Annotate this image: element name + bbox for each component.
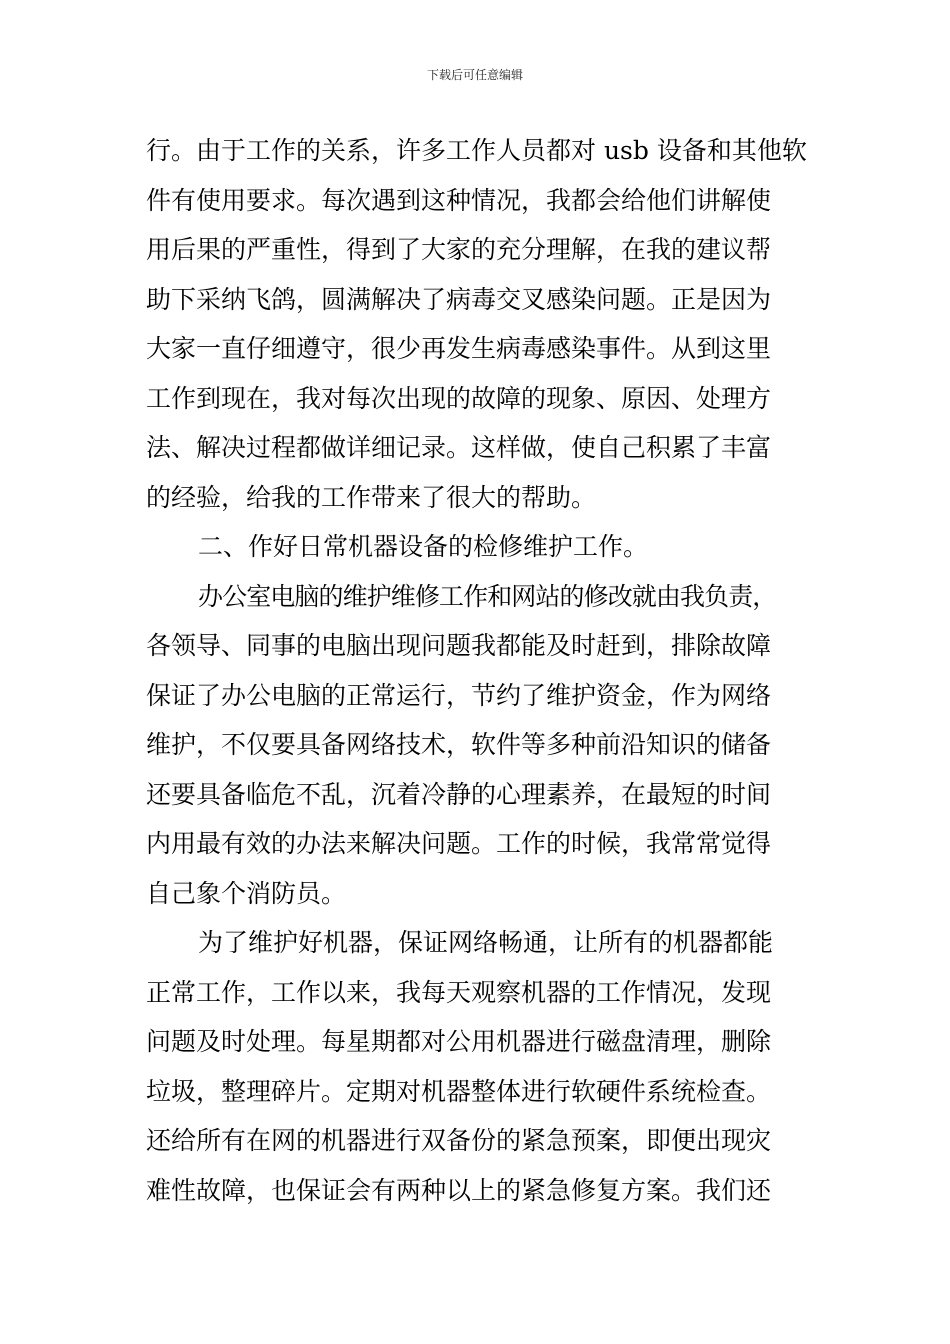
text-line: 内用最有效的办法来解决问题。工作的时候，我常常觉得	[146, 829, 772, 858]
text-line: 办公室电脑的维护维修工作和网站的修改就由我负责，	[198, 581, 777, 611]
text-line: 用后果的严重性，得到了大家的充分理解，在我的建议帮	[146, 235, 772, 264]
text-line: 自己象个消防员。	[146, 878, 347, 908]
text-line: 法、解决过程都做详细记录。这样做，使自己积累了丰富	[146, 433, 772, 462]
text-line: 难性故障，也保证会有两种以上的紧急修复方案。我们还	[146, 1175, 772, 1205]
header-note: 下载后可任意编辑	[426, 68, 523, 82]
text-line: 还要具备临危不乱，沉着冷静的心理素养，在最短的时间	[146, 779, 772, 809]
text-line: 件有使用要求。每次遇到这种情况，我都会给他们讲解使	[146, 185, 772, 215]
text-line: 保证了办公电脑的正常运行，节约了维护资金，作为网络	[146, 680, 772, 710]
text-line: 正常工作，工作以来，我每天观察机器的工作情况，发现	[146, 977, 772, 1007]
text-line: 各领导、同事的电脑出现问题我都能及时赶到，排除故障	[146, 631, 772, 660]
text-line: 还给所有在网的机器进行双备份的紧急预案，即便出现灾	[146, 1126, 772, 1155]
text-line: 维护，不仅要具备网络技术，软件等多种前沿知识的储备	[146, 730, 772, 759]
document-body	[146, 126, 826, 1215]
text-line: 问题及时处理。每星期都对公用机器进行磁盘清理，删除	[146, 1027, 772, 1056]
text-line: 的经验，给我的工作带来了很大的帮助。	[146, 482, 597, 512]
text-line: 助下采纳飞鸽，圆满解决了病毒交叉感染问题。正是因为	[146, 284, 772, 314]
text-line: 行。由于工作的关系，许多工作人员都对 usb 设备和其他软	[146, 136, 807, 165]
text-line: 为了维护好机器，保证网络畅通，让所有的机器都能	[198, 928, 774, 957]
text-line: 大家一直仔细遵守，很少再发生病毒感染事件。从到这里	[146, 334, 772, 363]
section-heading: 二、作好日常机器设备的检修维护工作。	[198, 532, 649, 561]
text-line: 垃圾，整理碎片。定期对机器整体进行软硬件系统检查。	[146, 1076, 772, 1106]
text-line: 工作到现在，我对每次出现的故障的现象、原因、处理方	[146, 383, 772, 413]
